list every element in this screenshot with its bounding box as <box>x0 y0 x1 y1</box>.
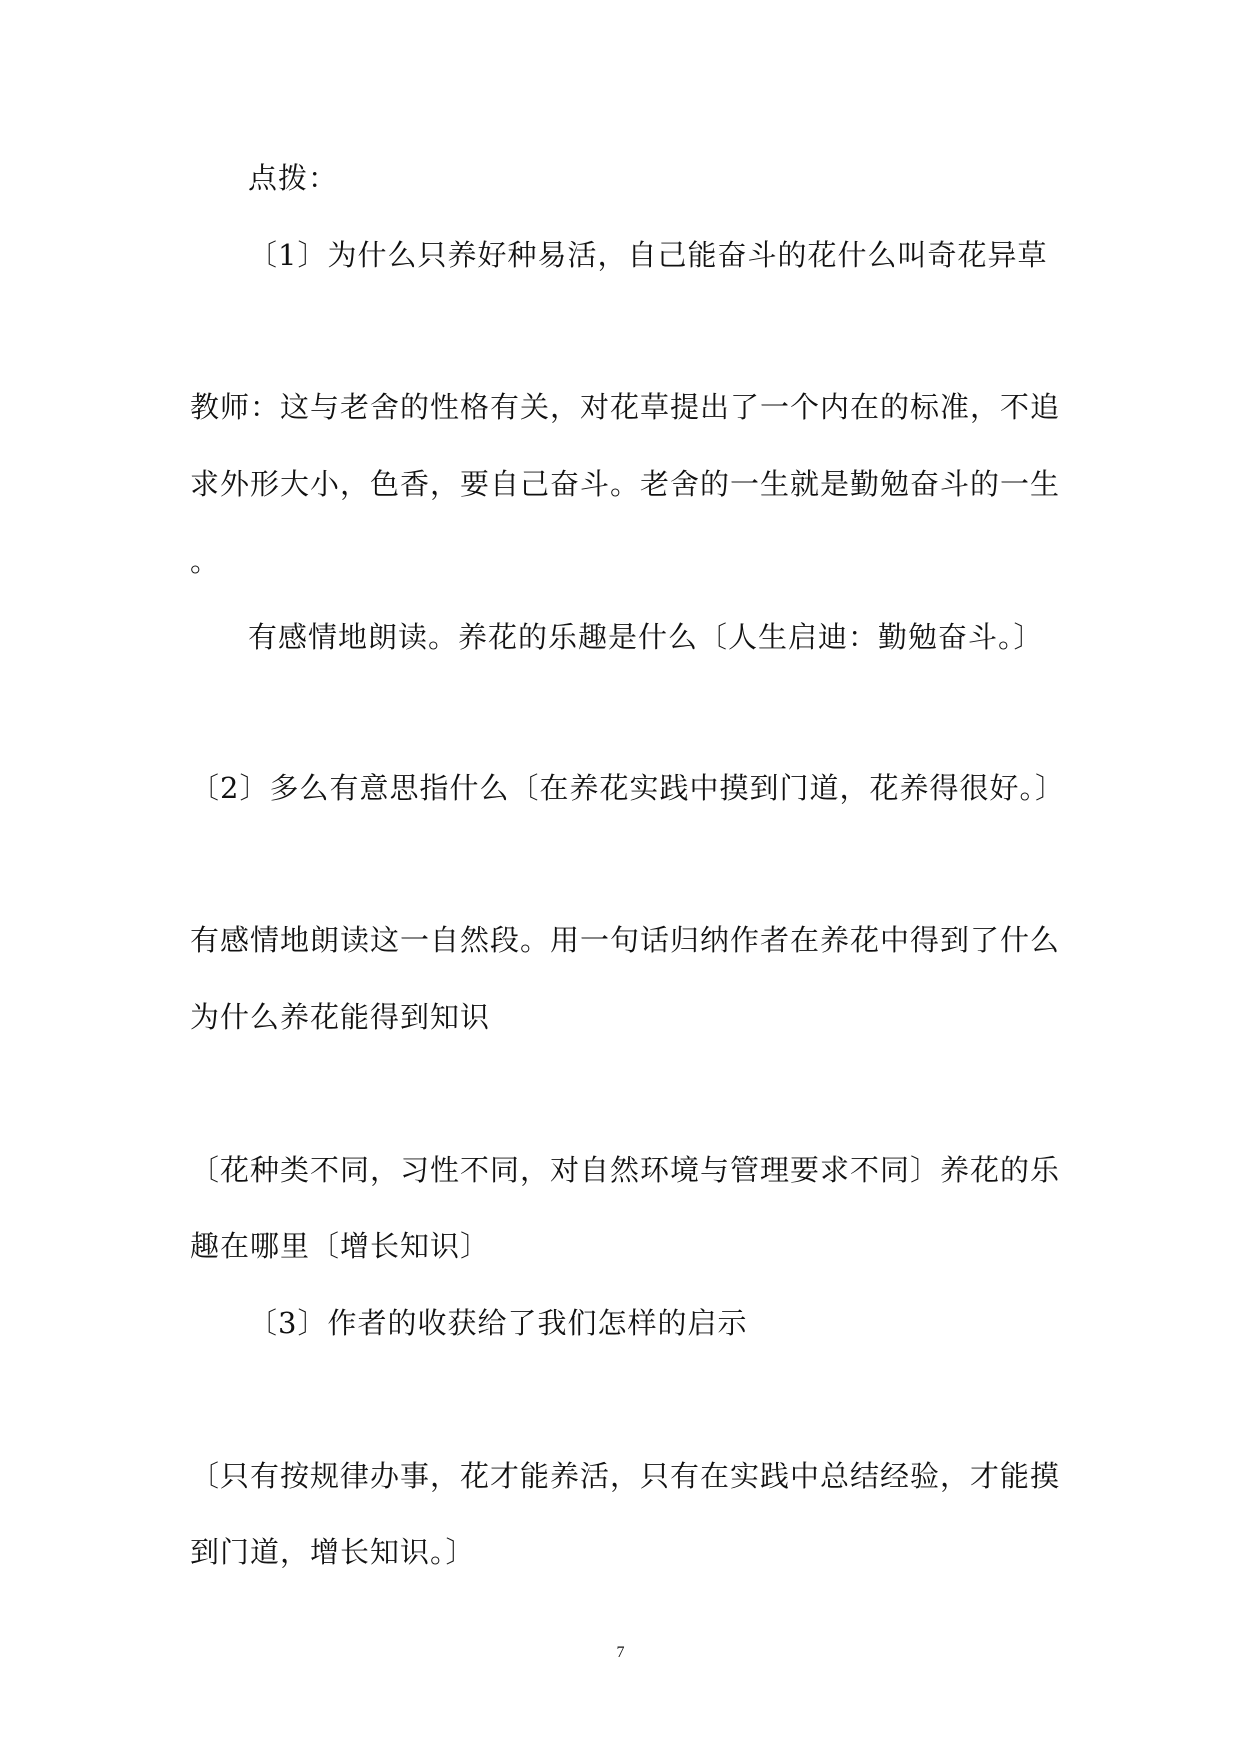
text-line: 〔3〕作者的收获给了我们怎样的启示 <box>248 1306 748 1340</box>
text-line: 〔花种类不同，习性不同，对自然环境与管理要求不同〕养花的乐 <box>190 1153 1061 1187</box>
text-line: 为什么养花能得到知识 <box>190 1000 491 1034</box>
text-line: 〔只有按规律办事，花才能养活，只有在实践中总结经验，才能摸 <box>190 1459 1061 1493</box>
text-line: 教师：这与老舍的性格有关，对花草提出了一个内在的标准，不追 <box>190 390 1061 424</box>
page-number: 7 <box>616 1644 625 1661</box>
text-line: 求外形大小，色香，要自己奋斗。老舍的一生就是勤勉奋斗的一生 <box>190 467 1061 501</box>
text-line: 。 <box>190 544 221 578</box>
text-line: 〔1〕为什么只养好种易活，自己能奋斗的花什么叫奇花异草 <box>248 238 1048 272</box>
text-line: 有感情地朗读这一自然段。用一句话归纳作者在养花中得到了什么 <box>190 923 1061 957</box>
text-line: 到门道，增长知识。〕 <box>190 1535 476 1569</box>
text-line: 有感情地朗读。养花的乐趣是什么〔人生启迪：勤勉奋斗。〕 <box>248 620 1044 654</box>
text-line: 趣在哪里〔增长知识〕 <box>190 1229 491 1263</box>
text-line: 点拨： <box>248 161 339 195</box>
text-line: 〔2〕多么有意思指什么〔在养花实践中摸到门道，花养得很好。〕 <box>190 771 1065 805</box>
